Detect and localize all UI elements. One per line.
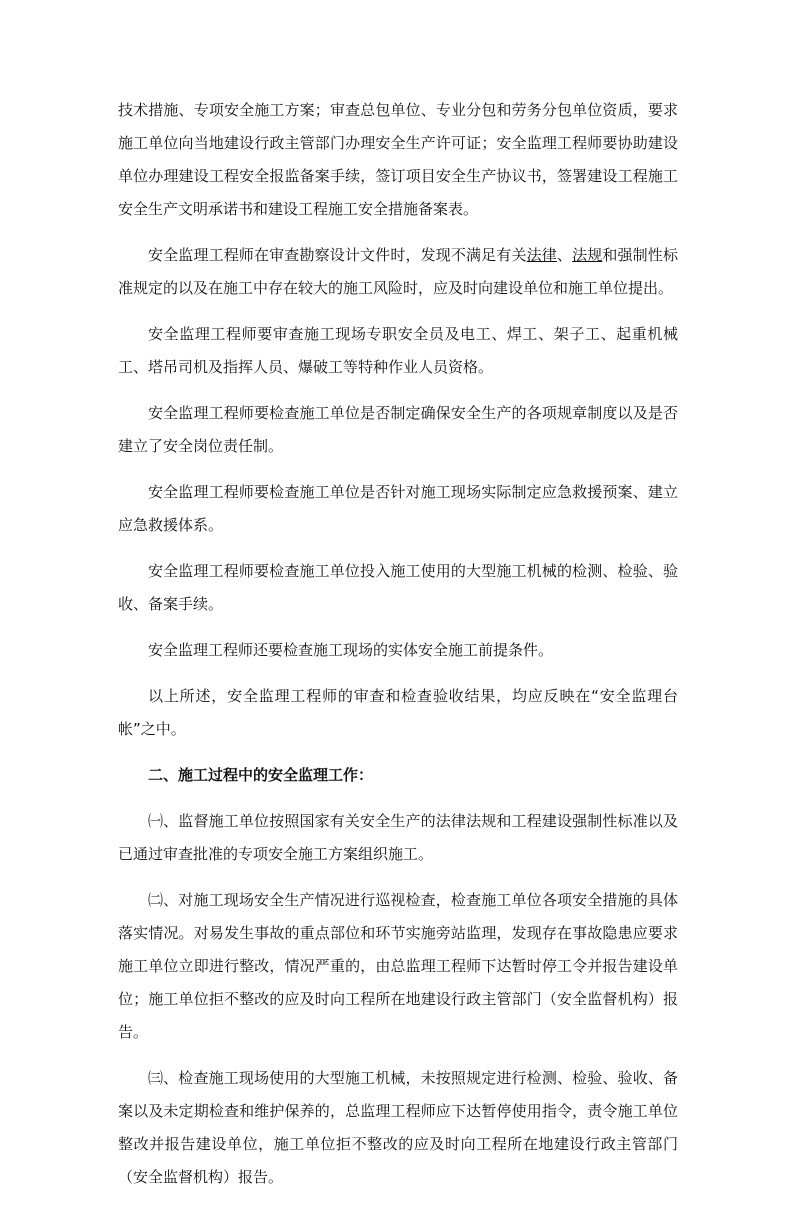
section-heading: 二、施工过程中的安全监理工作： <box>148 766 374 784</box>
list-item-supervision: ㈠、监督施工单位按照国家有关安全生产的法律法规和工程建设强制性标准以及已通过审查批准的专项安全施工方案组织施工。 <box>118 812 678 863</box>
list-item-machinery: ㈢、检查施工现场使用的大型施工机械，未按照规定进行检测、检验、验收、备案以及未定期检查和维护保养的，总监理工程师应下达暂停使用指令，责令施工单位整改并报告建设单位，施工单位拒不整改的应及时向工程所在地建设行政主管部门（安全监督机构）报告。 <box>118 1069 678 1186</box>
paragraph-machinery-check: 安全监理工程师要检查施工单位投入施工使用的大型施工机械的检测、检验、验收、备案手续。 <box>118 562 678 613</box>
paragraph-design-review-start: 安全监理工程师在审查勘察设计文件时，发现不满足有关 <box>148 246 527 264</box>
paragraph-personnel-qualification: 安全监理工程师要审查施工现场专职安全员及电工、焊工、架子工、起重机械工、塔吊司机及指挥人员、爆破工等特种作业人员资格。 <box>118 325 678 376</box>
paragraph-review-plans: 技术措施、专项安全施工方案；审查总包单位、专业分包和劳务分包单位资质，要求施工单位向当地建设行政主管部门办理安全生产许可证；安全监理工程师要协助建设单位办理建设工程安全报监备案手续，签订项目安全生产协议书，签署建设工程施工安全生产文明承诺书和建设工程施工安全措施备案表。 <box>118 101 678 218</box>
list-item-inspection: ㈡、对施工现场安全生产情况进行巡视检查，检查施工单位各项安全措施的具体落实情况。对易发生事故的重点部位和环节实施旁站监理，发现存在事故隐患应要求施工单位立即进行整改，情况严重的，由总监理工程师下达暂时停工令并报告建设单位；施工单位拒不整改的应及时向工程所在地建设行政主管部门（安全监督机构）报告。 <box>118 891 678 1041</box>
paragraph-summary: 以上所述，安全监理工程师的审查和检查验收结果，均应反映在“安全监理台帐”之中。 <box>118 687 678 738</box>
regulation-term: 法规 <box>572 246 603 264</box>
term-separator: 、 <box>556 246 573 264</box>
paragraph-design-review-end: 和强制性标准规定的以及在施工中存在较大的施工风险时，应及时向建设单位和施工单位提出。 <box>118 246 678 297</box>
paragraph-rules-system: 安全监理工程师要检查施工单位是否制定确保安全生产的各项规章制度以及是否建立了安全岗位责任制。 <box>118 404 678 455</box>
paragraph-site-conditions: 安全监理工程师还要检查施工现场的实体安全施工前提条件。 <box>148 641 554 659</box>
paragraph-emergency-plan: 安全监理工程师要检查施工单位是否针对施工现场实际制定应急救援预案、建立应急救援体系。 <box>118 483 678 534</box>
paragraph-design-review <box>118 239 678 305</box>
law-term: 法律 <box>526 246 557 264</box>
document-body <box>118 94 678 1207</box>
